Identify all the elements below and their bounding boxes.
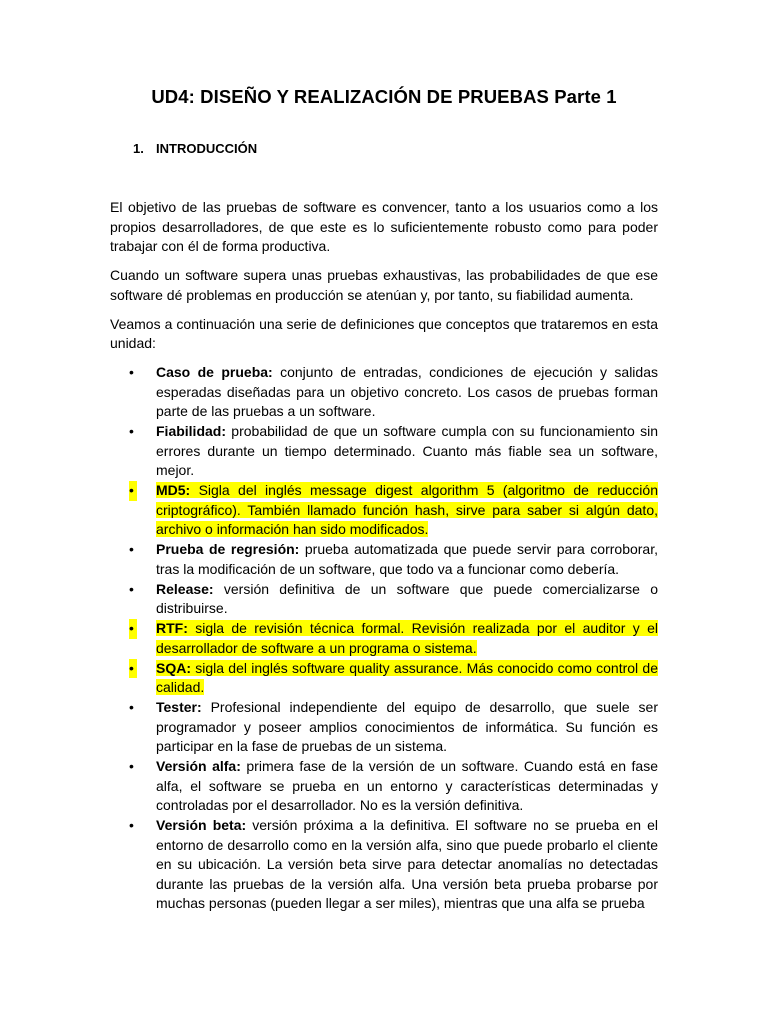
- definition-text: sigla del inglés software quality assurance. Más conocido como control de calidad.: [156, 659, 658, 695]
- definition-term: Fiabilidad:: [156, 423, 226, 439]
- paragraph: Cuando un software supera unas pruebas exhaustivas, las probabilidades de que ese software dé problemas en producción se atenúan y, por tanto, su fiabilidad aumenta.: [110, 267, 658, 303]
- paragraph: El objetivo de las pruebas de software es convencer, tanto a los usuarios como a los propios desarrolladores, de que este es lo suficientemente robusto como para poder trabajar con él de forma productiva.: [110, 199, 658, 254]
- definition-text: Sigla del inglés message digest algorithm 5 (algoritmo de reducción criptográfico). También llamado función hash, sirve para saber si algún dato, archivo o información han sido modificados.: [156, 482, 658, 537]
- definition-text: versión definitiva de un software que puede comercializarse o distribuirse.: [156, 580, 658, 616]
- definition-term: Tester:: [156, 699, 202, 715]
- definition-term: RTF:: [156, 620, 188, 636]
- definition-item: [110, 540, 658, 579]
- bullet-icon: •: [129, 619, 137, 639]
- bullet-icon: •: [129, 364, 134, 380]
- definition-text: conjunto de entradas, condiciones de ejecución y salidas esperadas diseñadas para un objetivo concreto. Los casos de pruebas forman parte de las pruebas a un software.: [156, 364, 658, 419]
- section-number: 1.: [133, 141, 144, 156]
- definition-term: Versión alfa:: [156, 758, 241, 774]
- definition-item: [110, 619, 658, 658]
- definition-term: SQA:: [156, 659, 191, 676]
- definition-term: Prueba de regresión:: [156, 541, 300, 557]
- bullet-icon: •: [129, 659, 137, 679]
- definition-term: Caso de prueba:: [156, 364, 273, 380]
- section-heading: [133, 141, 257, 156]
- bullet-icon: •: [129, 699, 134, 715]
- bullet-icon: •: [129, 481, 137, 501]
- definition-item: [110, 757, 658, 816]
- paragraph: Veamos a continuación una serie de definiciones que conceptos que trataremos en esta unidad:: [110, 315, 658, 351]
- definition-item: [110, 422, 658, 481]
- definition-item: [110, 481, 658, 540]
- definition-term: MD5:: [156, 482, 191, 498]
- definition-item: [110, 698, 658, 757]
- definition-text: versión próxima a la definitiva. El software no se prueba en el entorno de desarrollo como en la versión alfa, sino que puede probarlo el cliente en su ubicación. La versión beta sirve para detectar anomalías no detectadas durante las pruebas de la versión alfa. Una versión beta prueba probarse por muchas personas (pueden llegar a ser miles), mientras que una alfa se prueba: [156, 817, 658, 911]
- definition-text: prueba automatizada que puede servir para corroborar, tras la modificación de un software, que todo va a funcionar como debería.: [156, 541, 658, 577]
- definition-text: sigla de revisión técnica formal. Revisión realizada por el auditor y el desarrollador de software a un programa o sistema.: [156, 620, 658, 656]
- page-title: UD4: DISEÑO Y REALIZACIÓN DE PRUEBAS Parte 1: [151, 86, 617, 107]
- definition-item: [110, 659, 658, 698]
- section-heading-text: INTRODUCCIÓN: [156, 141, 258, 156]
- definition-text: probabilidad de que un software cumpla con su funcionamiento sin errores durante un tiempo determinado. Cuanto más fiable sea un software, mejor.: [156, 423, 658, 478]
- definition-item: [110, 363, 658, 422]
- definition-text: primera fase de la versión de un software. Cuando está en fase alfa, el software se prueba en un entorno y características determinadas y controladas por el desarrollador. No es la versión definitiva.: [156, 758, 658, 813]
- bullet-icon: •: [129, 580, 134, 597]
- bullet-icon: •: [129, 423, 134, 439]
- bullet-icon: •: [129, 541, 134, 557]
- definition-term: Release:: [156, 580, 214, 597]
- definition-item: [110, 816, 658, 914]
- definition-list: [110, 363, 658, 914]
- bullet-icon: •: [129, 817, 134, 833]
- definition-term: Versión beta:: [156, 817, 247, 833]
- definition-text: Profesional independiente del equipo de desarrollo, que suele ser programador y poseer amplios conocimientos de informática. Su función es participar en la fase de pruebas de un sistema.: [156, 699, 658, 754]
- bullet-icon: •: [129, 758, 134, 774]
- document-body: [110, 198, 658, 914]
- definition-item: [110, 580, 658, 619]
